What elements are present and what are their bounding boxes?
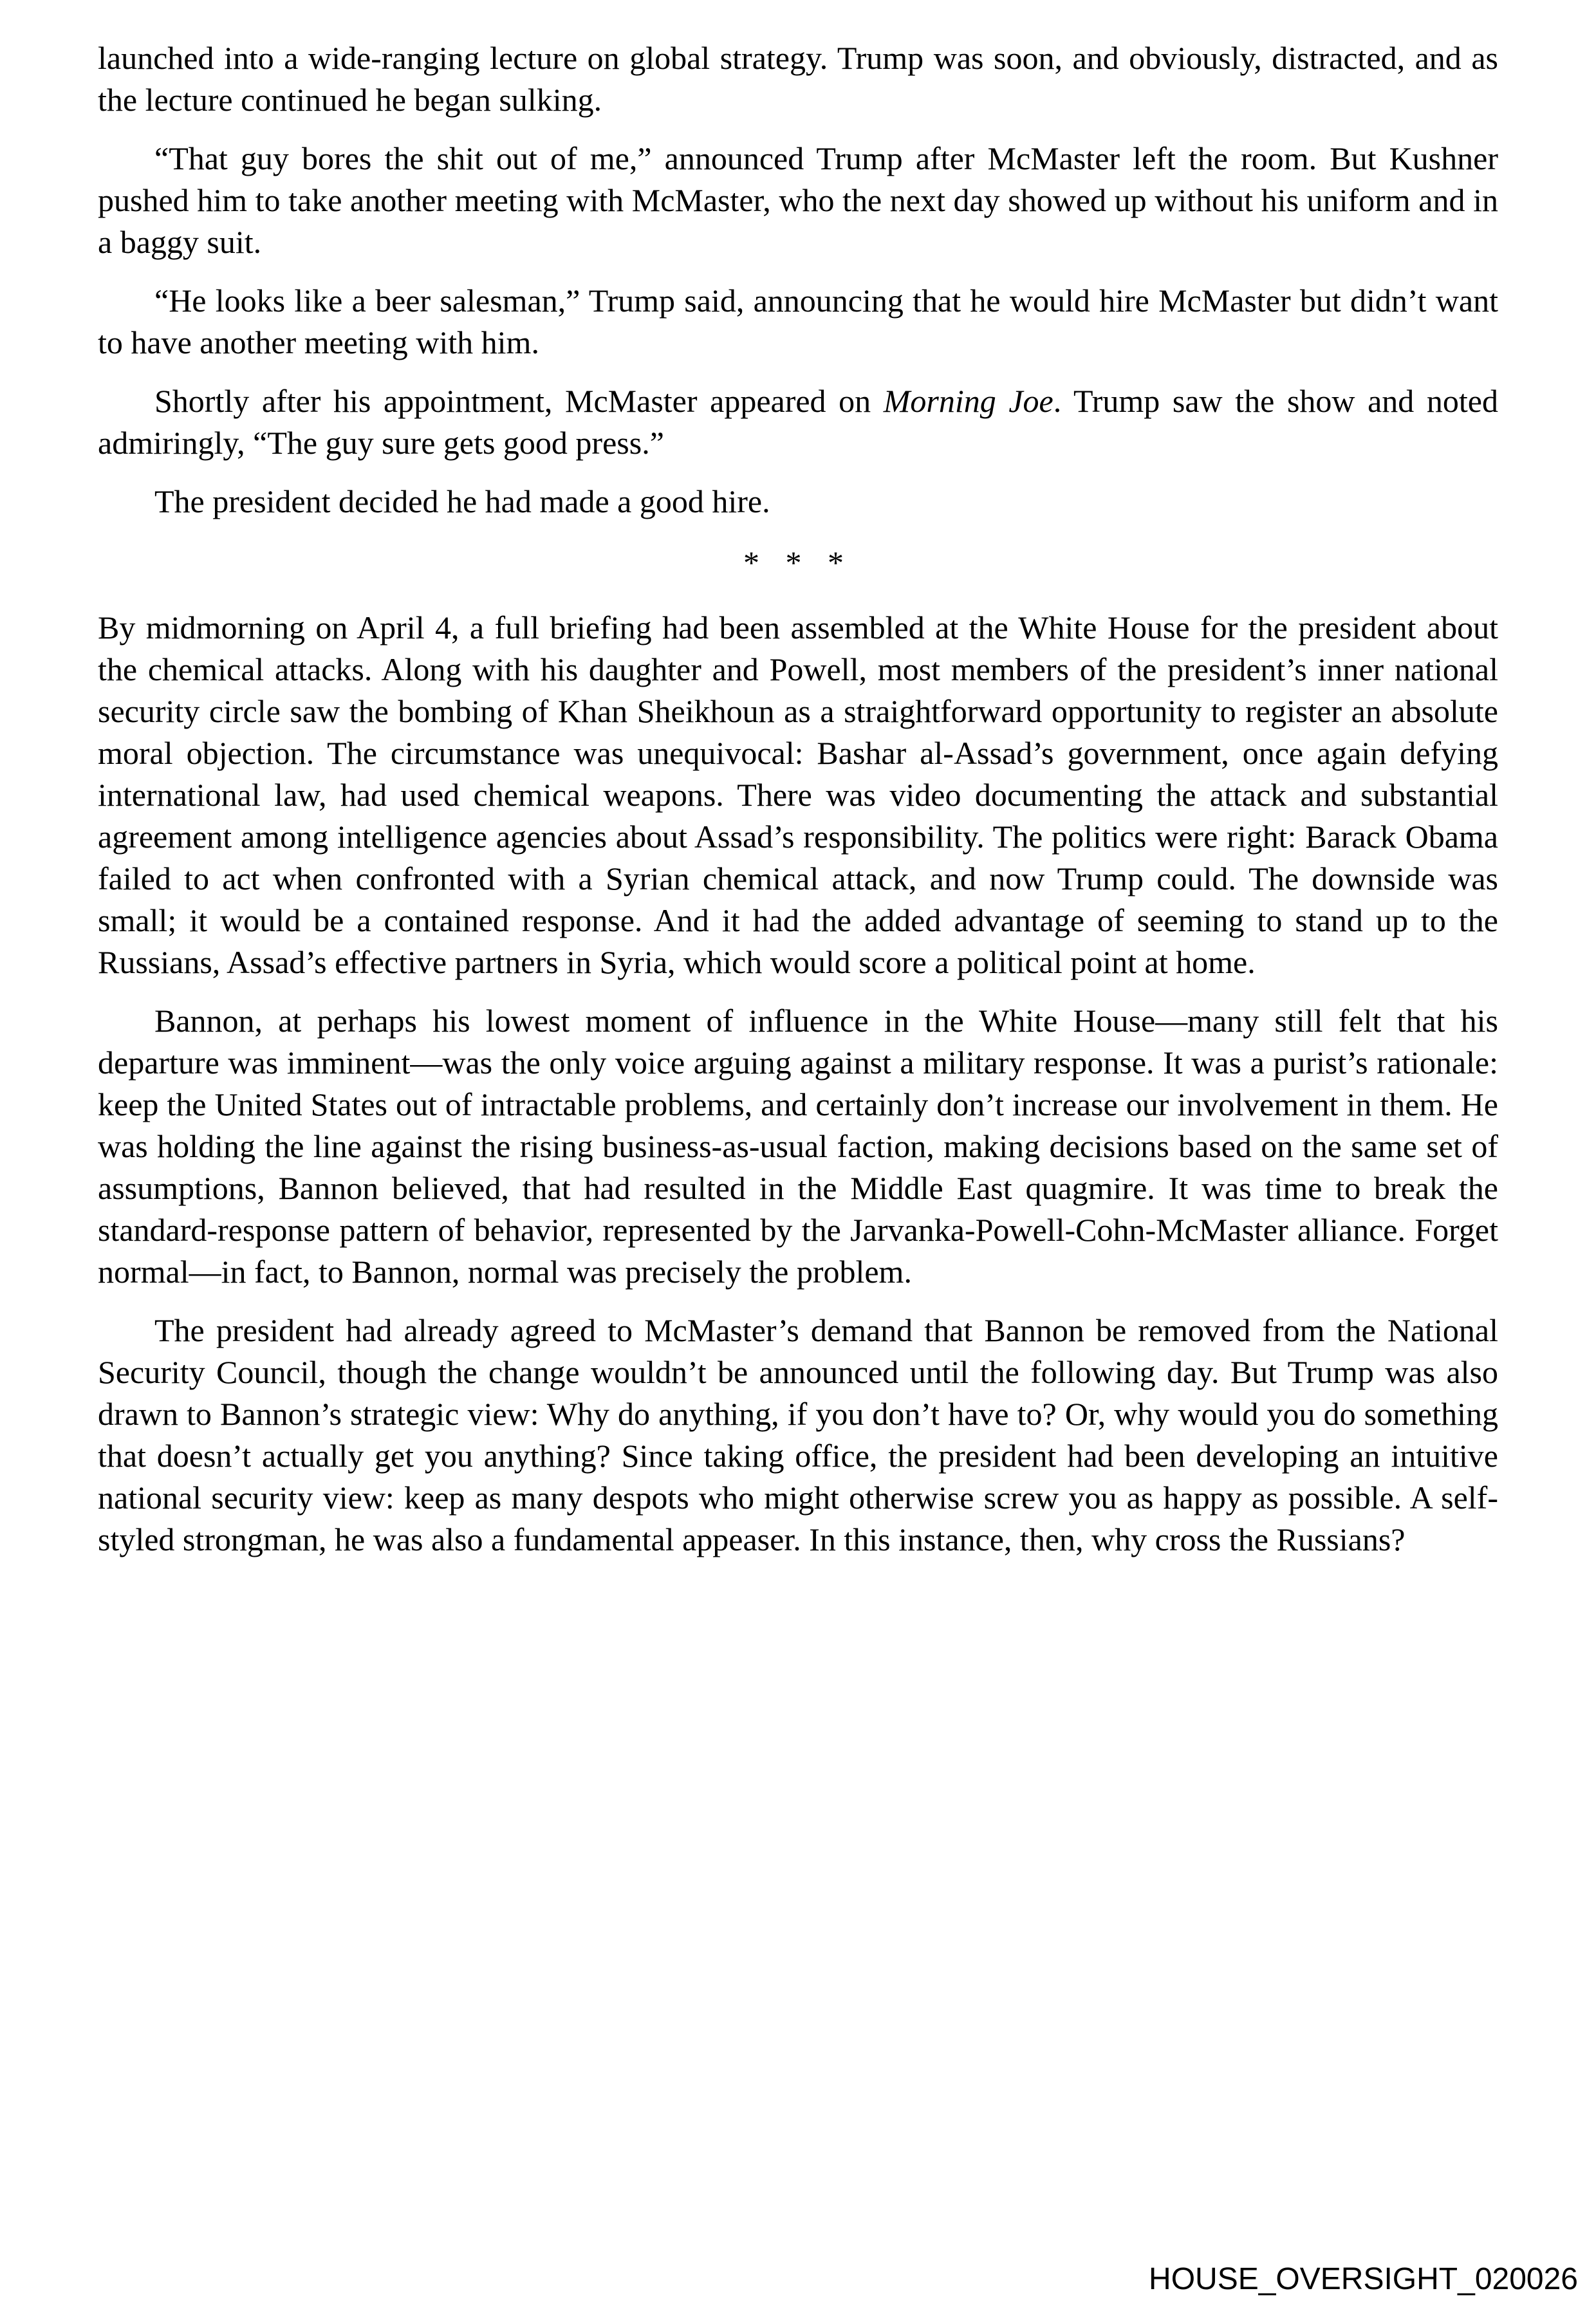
text-run: Bannon, at perhaps his lowest moment of influence in the White House—many still felt that his departure was imminent—was the only voice arguing against a military response. It was a purist’s rationale: keep the United States out of intractable problems, and certainly don’t increase our involvement in them. He was holding the line against the rising business-as-usual faction, making decisions based on the same set of assumptions, Bannon believed, that had resulted in the Middle East quagmire. It was time to break the standard-response pattern of behavior, represented by the Jarvanka-Powell-Cohn-McMaster alliance. Forget normal—in fact, to Bannon, normal was precisely the problem. — [98, 1003, 1498, 1290]
text-run: Shortly after his appointment, McMaster appeared on — [154, 383, 884, 419]
text-run: “That guy bores the shit out of me,” announced Trump after McMaster left the room. But Kushner pushed him to take another meeting with McMaster, who the next day showed up without his uniform and in a baggy suit. — [98, 140, 1498, 260]
paragraph — [98, 607, 1498, 983]
paragraph — [98, 37, 1498, 121]
text-run: By midmorning on April 4, a full briefing had been assembled at the White House for the president about the chemical attacks. Along with his daughter and Powell, most members of the president’s inner national security circle saw the bombing of Khan Sheikhoun as a straightforward opportunity to register an absolute moral objection. The circumstance was unequivocal: Bashar al-Assad’s government, once again defying international law, had used chemical weapons. There was video documenting the attack and substantial agreement among intelligence agencies about Assad’s responsibility. The politics were right: Barack Obama failed to act when confronted with a Syrian chemical attack, and now Trump could. The downside was small; it would be a contained response. And it had the added advantage of seeming to stand up to the Russians, Assad’s effective partners in Syria, which would score a political point at home. — [98, 609, 1498, 980]
paragraph — [98, 1310, 1498, 1561]
text-run: “He looks like a beer salesman,” Trump said, announcing that he would hire McMaster but didn’t want to have another meeting with him. — [98, 283, 1498, 360]
text-run: The president had already agreed to McMaster’s demand that Bannon be removed from the National Security Council, though the change wouldn’t be announced until the following day. But Trump was also drawn to Bannon’s strategic view: Why do anything, if you don’t have to? Or, why would you do something that doesn’t actually get you anything? Since taking office, the president had been developing an intuitive national security view: keep as many despots who might otherwise screw you as happy as possible. A self-styled strongman, he was also a fundamental appeaser. In this instance, then, why cross the Russians? — [98, 1312, 1498, 1557]
footer-watermark: HOUSE_OVERSIGHT_020026 — [1149, 2262, 1578, 2296]
paragraph — [98, 380, 1498, 464]
italic-text-run: Morning Joe — [883, 383, 1053, 419]
text-run: The president decided he had made a good hire. — [154, 483, 770, 519]
page-body — [98, 37, 1498, 1577]
text-run: launched into a wide-ranging lecture on global strategy. Trump was soon, and obviously, distracted, and as the lecture continued he began sulking. — [98, 40, 1498, 118]
paragraph — [98, 138, 1498, 263]
paragraph — [98, 280, 1498, 364]
text-run: . Trump saw the show and noted admiringly, “The guy sure gets good press.” — [98, 383, 1498, 461]
paragraph — [98, 1000, 1498, 1293]
paragraph — [98, 481, 1498, 523]
section-break: * * * — [743, 544, 853, 580]
